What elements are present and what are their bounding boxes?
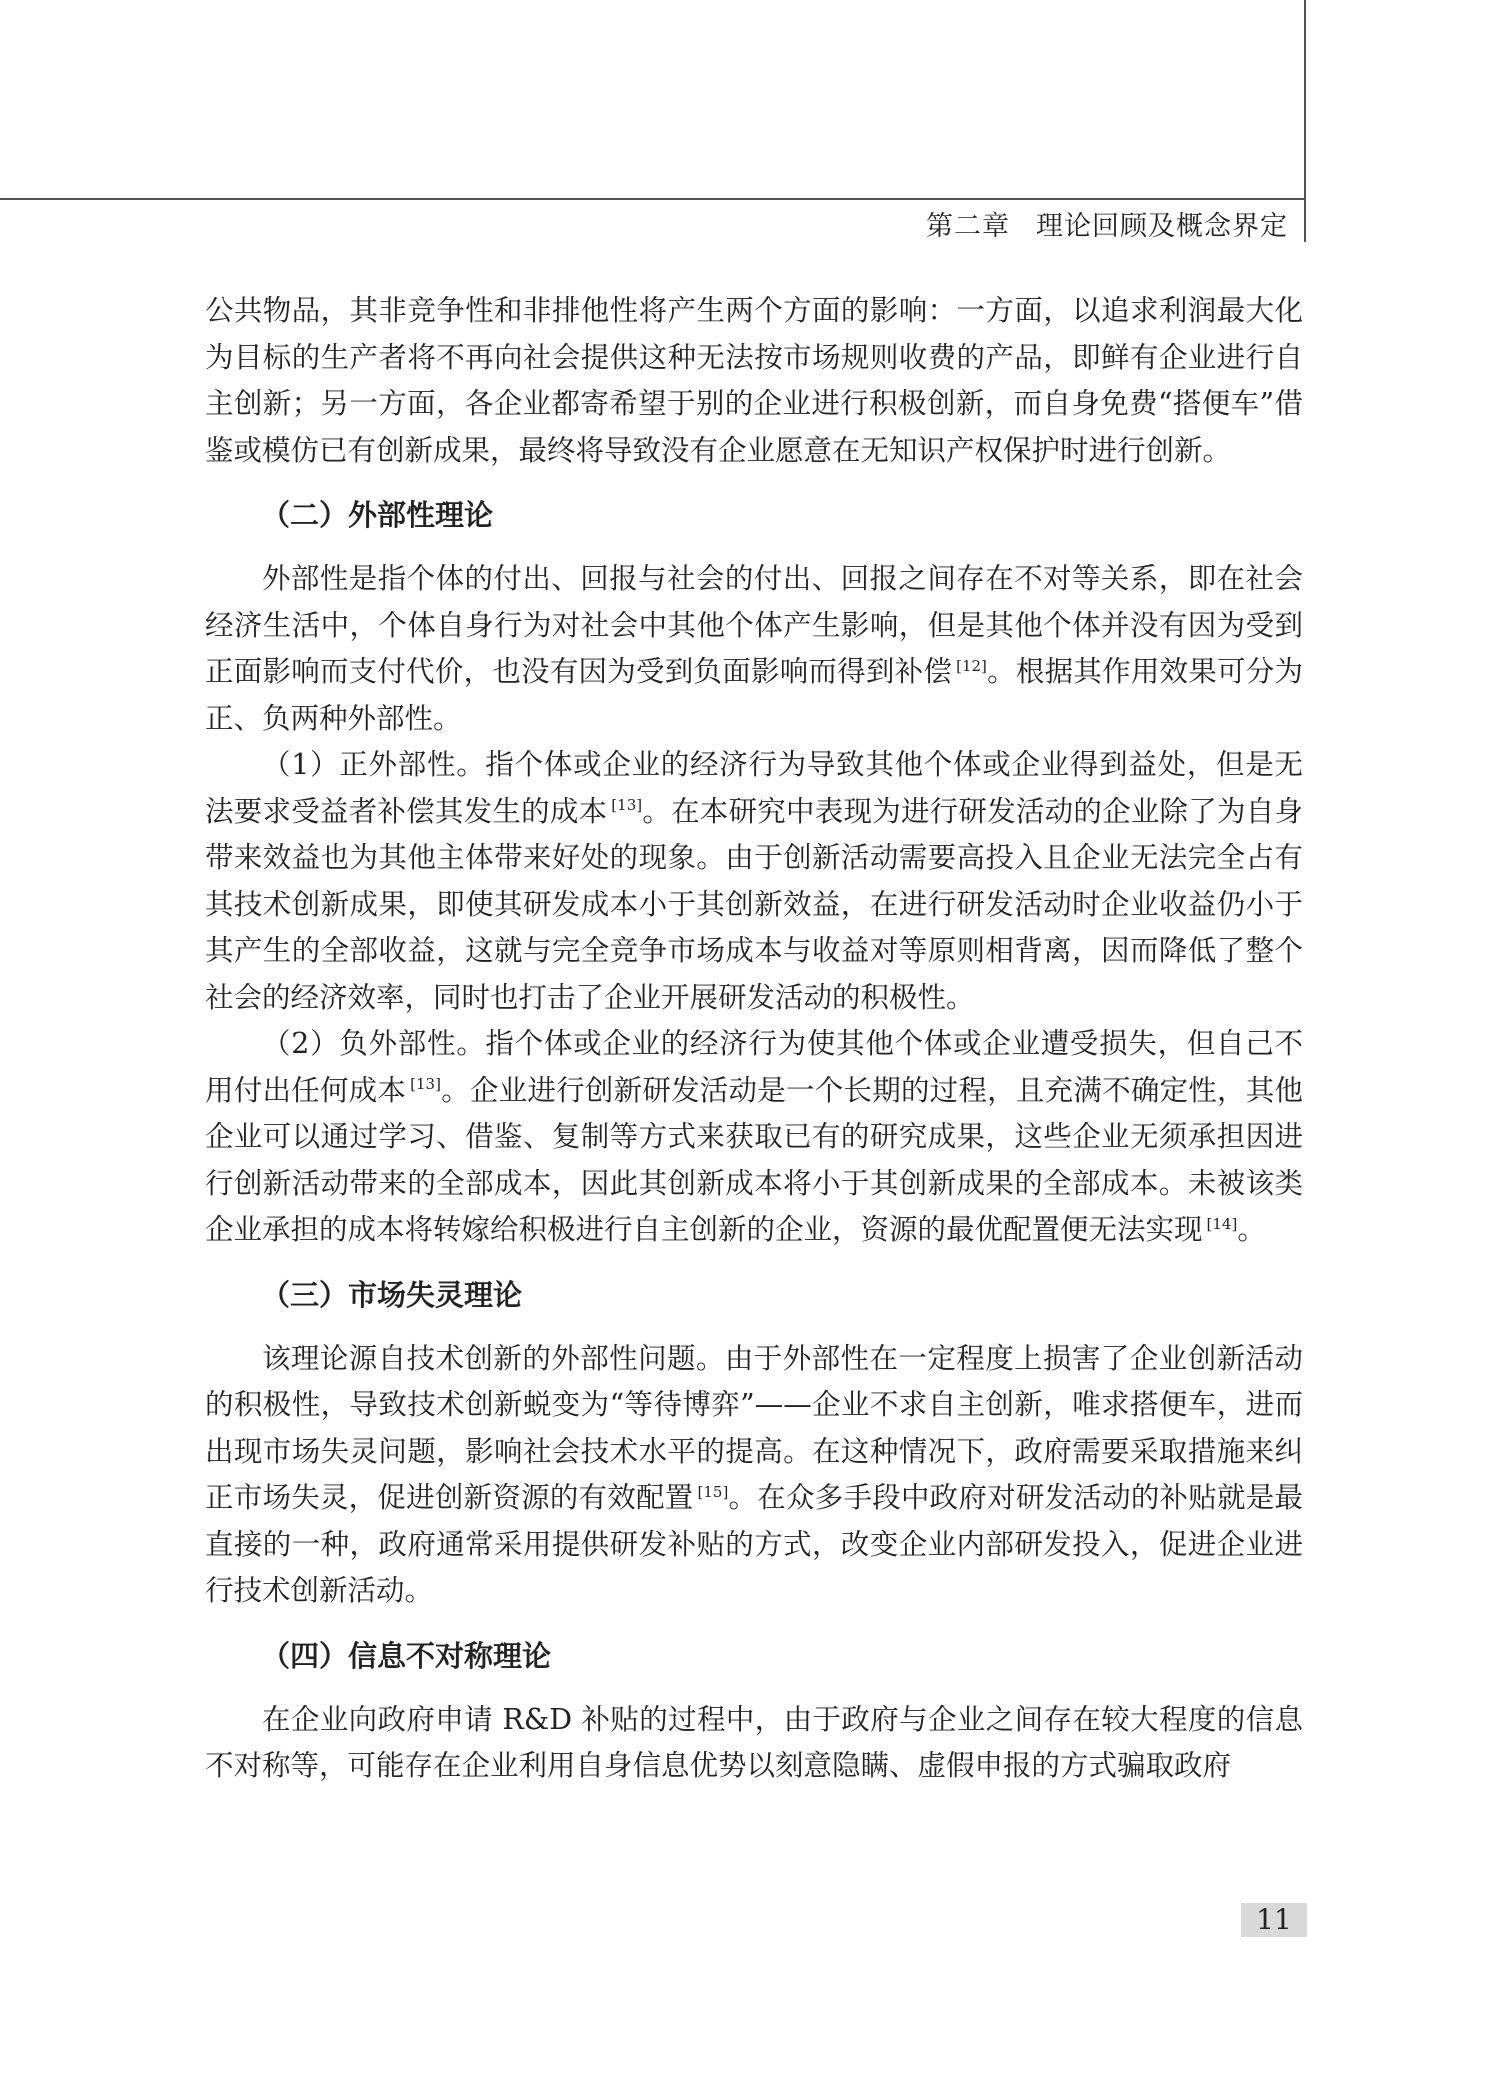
paragraph-market-failure: 该理论源自技术创新的外部性问题。由于外部性在一定程度上损害了企业创新活动的积极性，导致技术创新蜕变为“等待博弈”——企业不求自主创新，唯求搭便车，进而出现市场失灵问题，影响社会技术水平的提高。在这种情况下，政府需要采取措施来纠正市场失灵，促进创新资源的有效配置 [15]。在众多手段中政府对研发活动的补贴就是最直接的一种，政府通常采用提供研发补贴的方式，改变企业内部研发投入，促进企业进行技术创新活动。: [205, 1341, 1303, 1607]
paragraph-externality-definition: 外部性是指个体的付出、回报与社会的付出、回报之间存在不对等关系，即在社会经济生活中，个体自身行为对社会中其他个体产生影响，但是其他个体并没有因为受到正面影响而支付代价，也没有因为受到负面影响而得到补偿 [12]。根据其作用效果可分为正、负两种外部性。: [205, 562, 1303, 735]
section-heading-externality: （二）外部性理论: [261, 498, 494, 532]
header-horizontal-rule: [0, 198, 1306, 200]
citation-12: [12]: [956, 656, 987, 675]
header-vertical-rule: [1304, 0, 1306, 242]
section-heading-information-asymmetry: （四）信息不对称理论: [261, 1638, 552, 1673]
citation-14: [14]: [1206, 1214, 1238, 1233]
page-number: 11: [1241, 1903, 1307, 1937]
paragraph-public-goods: 公共物品，其非竞争性和非排他性将产生两个方面的影响：一方面，以追求利润最大化为目标的生产者将不再向社会提供这种无法按市场规则收费的产品，即鲜有企业进行自主创新；另一方面，各企业都寄希望于别的企业进行积极创新，而自身免费“搭便车”借鉴或模仿已有创新成果，最终将导致没有企业愿意在无知识产权保护时进行创新。: [205, 294, 1303, 467]
chapter-label: 第二章: [926, 211, 1010, 242]
chapter-title: 理论回顾及概念界定: [1036, 211, 1288, 242]
page-body: [205, 288, 1303, 1790]
running-header: [926, 204, 1288, 243]
citation-13b: [13]: [410, 1075, 441, 1093]
paragraph-negative-externality: （2）负外部性。指个体或企业的经济行为使其他个体或企业遭受损失，但自己不用付出任何成本 [13]。企业进行创新研发活动是一个长期的过程，且充满不确定性，其他企业可以通过学习、借鉴、复制等方式来获取已有的研究成果，这些企业无须承担因进行创新活动带来的全部成本，因此其创新成本将小于其创新成果的全部成本。未被该类企业承担的成本将转嫁给积极进行自主创新的企业，资源的最优配置便无法实现 [14]。: [205, 1027, 1303, 1246]
citation-13: [13]: [611, 796, 643, 814]
paragraph-positive-externality: （1）正外部性。指个体或企业的经济行为导致其他个体或企业得到益处，但是无法要求受益者补偿其发生的成本 [13]。在本研究中表现为进行研发活动的企业除了为自身带来效益也为其他主体带来好处的现象。由于创新活动需要高投入且企业无法完全占有其技术创新成果，即使其研发成本小于其创新效益，在进行研发活动时企业收益仍小于其产生的全部收益，这就与完全竞争市场成本与收益对等原则相背离，因而降低了整个社会的经济效率，同时也打击了企业开展研发活动的积极性。: [205, 748, 1303, 1014]
paragraph-information-asymmetry: 在企业向政府申请 R&D 补贴的过程中，由于政府与企业之间存在较大程度的信息不对称等，可能存在企业利用自身信息优势以刻意隐瞒、虚假申报的方式骗取政府: [205, 1702, 1303, 1782]
section-heading-market-failure: （三）市场失灵理论: [261, 1277, 523, 1312]
citation-15: [15]: [697, 1482, 729, 1501]
